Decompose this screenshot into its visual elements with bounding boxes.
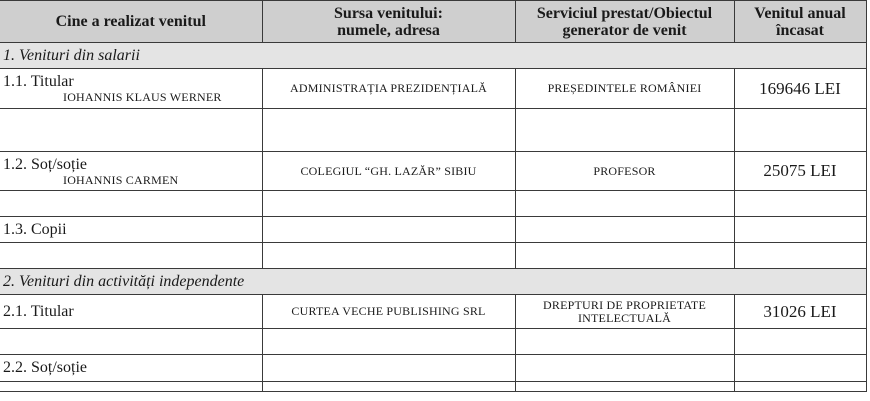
table-row-empty (0, 382, 866, 392)
row-label: 1.2. Soț/soție IOHANNIS CARMEN (0, 152, 262, 191)
income-service: PROFESOR (515, 152, 734, 191)
table-row-empty (0, 243, 866, 269)
table-row (0, 295, 866, 329)
section-title: 1. Venituri din salarii (0, 43, 866, 69)
income-source: CURTEA VECHE PUBLISHING SRL (262, 295, 515, 329)
income-source: COLEGIUL “GH. LAZĂR” SIBIU (262, 152, 515, 191)
row-label: 2.1. Titular (0, 295, 262, 329)
table-row (0, 355, 866, 382)
income-amount: 169646 LEI (734, 69, 866, 109)
person-name: IOHANNIS CARMEN (63, 172, 179, 187)
header-amount: Venitul anual încasat (734, 1, 866, 43)
row-label: 1.1. Titular IOHANNIS KLAUS WERNER (0, 69, 262, 109)
person-name: IOHANNIS KLAUS WERNER (63, 90, 222, 104)
header-source: Sursa venitului: numele, adresa (262, 1, 515, 43)
income-service: PREȘEDINTELE ROMÂNIEI (515, 69, 734, 109)
income-amount: 25075 LEI (734, 152, 866, 191)
table-row-empty (0, 191, 866, 217)
row-label: 2.2. Soț/soție (0, 355, 262, 382)
income-source: ADMINISTRAȚIA PREZIDENȚIALĂ (262, 69, 515, 109)
section-title: 2. Venituri din activități independente (0, 269, 866, 295)
table-row (0, 217, 866, 243)
income-amount: 31026 LEI (734, 295, 866, 329)
income-service: DREPTURI DE PROPRIETATE INTELECTUALĂ (515, 295, 734, 329)
header-service: Serviciul prestat/Obiectul generator de venit (515, 1, 734, 43)
table-row-empty (0, 329, 866, 355)
table-row-empty (0, 109, 866, 152)
section-row-independent (0, 269, 866, 295)
row-label: 1.3. Copii (0, 217, 262, 243)
header-who: Cine a realizat venitul (0, 1, 262, 43)
table-row (0, 69, 866, 109)
table-row (0, 152, 866, 191)
section-row-salaries (0, 43, 866, 69)
table-header-row (0, 1, 866, 43)
